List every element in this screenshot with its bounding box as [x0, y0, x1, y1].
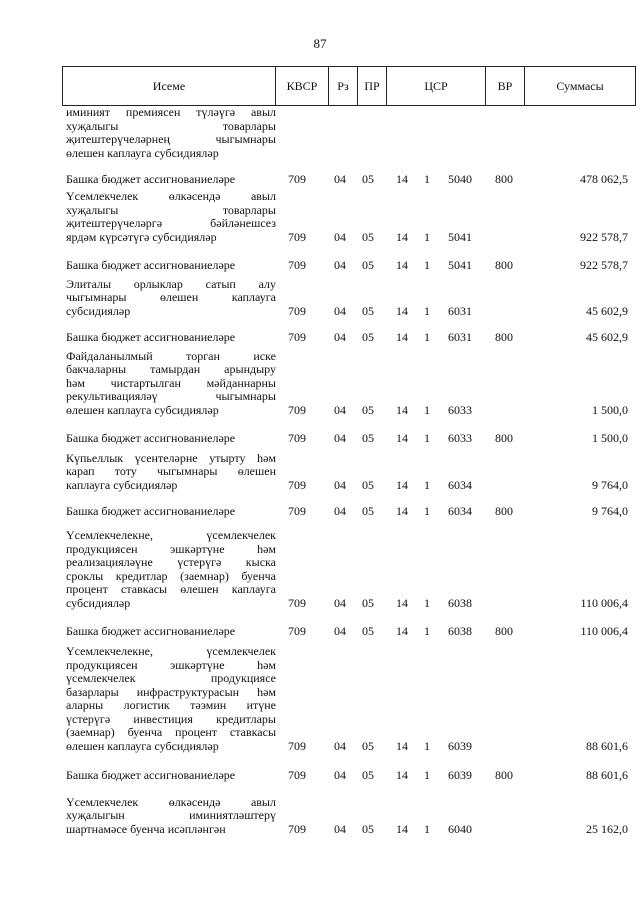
cell-pr: 05	[362, 230, 374, 244]
cell-rz: 04	[334, 258, 346, 272]
cell-kvsr: 709	[288, 403, 306, 417]
cell-pr: 05	[362, 258, 374, 272]
table-row	[0, 190, 640, 244]
cell-csr2: 1	[424, 230, 430, 244]
cell-sum: 45 602,9	[586, 304, 628, 318]
table-row	[0, 328, 640, 344]
cell-csr1: 14	[396, 304, 408, 318]
row-name-line: реализацияләүне үстерүгә кыска	[66, 555, 276, 569]
row-name-line: субсидияләр	[66, 303, 131, 318]
table-row	[0, 452, 640, 492]
cell-pr: 05	[362, 431, 374, 445]
cell-vr: 800	[495, 431, 513, 445]
cell-csr1: 14	[396, 330, 408, 344]
cell-rz: 04	[334, 403, 346, 417]
row-name	[66, 769, 276, 783]
cell-csr3: 5041	[448, 258, 472, 272]
col-vr-header: ВР	[486, 67, 525, 106]
row-name	[66, 278, 276, 319]
cell-sum: 9 764,0	[592, 478, 628, 492]
cell-csr3: 6031	[448, 330, 472, 344]
cell-csr1: 14	[396, 258, 408, 272]
cell-sum: 478 062,5	[580, 172, 628, 186]
col-rz-header: Рз	[329, 67, 358, 106]
row-name-line: Үсемлекчелекне, үсемлекчелек	[66, 528, 276, 542]
cell-csr3: 5041	[448, 230, 472, 244]
cell-rz: 04	[334, 230, 346, 244]
cell-csr1: 14	[396, 624, 408, 638]
row-name	[66, 529, 276, 610]
row-name-line: һәм чистартылган мәйданнарны	[66, 375, 276, 390]
cell-rz: 04	[334, 739, 346, 753]
cell-sum: 88 601,6	[586, 739, 628, 753]
table-row	[0, 429, 640, 445]
row-name	[66, 173, 276, 187]
table-row	[0, 622, 640, 638]
row-name-line: (заемнар) буенча процент ставкасы	[66, 725, 276, 739]
table-row	[0, 524, 640, 610]
cell-rz: 04	[334, 330, 346, 344]
row-name	[66, 259, 276, 273]
row-name-line: Күпьеллык үсентеләрне утырту һәм	[66, 450, 276, 465]
cell-kvsr: 709	[288, 822, 306, 836]
page-number: 87	[313, 36, 327, 51]
cell-kvsr: 709	[288, 768, 306, 782]
cell-sum: 922 578,7	[580, 258, 628, 272]
table-row	[0, 788, 640, 836]
cell-csr3: 6033	[448, 431, 472, 445]
table-row	[0, 502, 640, 518]
cell-csr1: 14	[396, 768, 408, 782]
cell-csr1: 14	[396, 172, 408, 186]
table-row	[0, 349, 640, 417]
cell-rz: 04	[334, 596, 346, 610]
cell-csr3: 6038	[448, 624, 472, 638]
cell-csr2: 1	[424, 768, 430, 782]
cell-rz: 04	[334, 478, 346, 492]
col-pr-header: ПР	[358, 67, 387, 106]
cell-csr2: 1	[424, 504, 430, 518]
cell-csr2: 1	[424, 403, 430, 417]
row-name-line: Үсемлекчелекне, үсемлекчелек	[66, 644, 276, 658]
cell-kvsr: 709	[288, 624, 306, 638]
row-name-line: хуҗалыгын иминиятләштерү	[66, 808, 276, 822]
cell-csr1: 14	[396, 478, 408, 492]
cell-sum: 9 764,0	[592, 504, 628, 518]
row-name-line: Элиталы орлыклар сатып алу	[66, 276, 276, 291]
cell-sum: 45 602,9	[586, 330, 628, 344]
cell-csr2: 1	[424, 822, 430, 836]
cell-kvsr: 709	[288, 258, 306, 272]
cell-vr: 800	[495, 330, 513, 344]
cell-sum: 88 601,6	[586, 768, 628, 782]
row-name-line: Башка бюджет ассигнованиеләре	[66, 171, 236, 186]
cell-sum: 1 500,0	[592, 403, 628, 417]
row-name	[66, 331, 276, 345]
row-name	[66, 452, 276, 493]
cell-sum: 922 578,7	[580, 230, 628, 244]
cell-rz: 04	[334, 172, 346, 186]
row-name-line: Файдаланылмый торган иске	[66, 348, 276, 363]
col-csr-header: ЦСР	[387, 67, 486, 106]
row-name-line: аларны логистик тәэмин итүне	[66, 698, 276, 712]
cell-csr2: 1	[424, 431, 430, 445]
cell-sum: 110 006,4	[580, 596, 628, 610]
cell-kvsr: 709	[288, 230, 306, 244]
cell-csr2: 1	[424, 304, 430, 318]
table-row	[0, 170, 640, 186]
table-row	[0, 645, 640, 753]
cell-csr3: 6039	[448, 768, 472, 782]
cell-kvsr: 709	[288, 596, 306, 610]
row-name-line: продукциясен эшкәртүне һәм	[66, 657, 276, 672]
cell-csr1: 14	[396, 403, 408, 417]
row-name-line: Башка бюджет ассигнованиеләре	[66, 257, 236, 272]
cell-csr3: 6038	[448, 596, 472, 610]
row-name-line: шартнамәсе буенча исәпләнгән	[66, 821, 226, 836]
row-name-line: бакчаларны тамырдан арындыру	[66, 362, 276, 376]
row-name	[66, 190, 276, 244]
cell-vr: 800	[495, 768, 513, 782]
row-name-line: чыгымнары өлешен каплауга	[66, 290, 276, 304]
row-name-line: карап тоту чыгымнары өлешен	[66, 464, 276, 478]
row-name-line: хуҗалыгы товарлары	[66, 118, 276, 133]
cell-vr: 800	[495, 504, 513, 518]
col-kvsr-header: КВСР	[276, 67, 329, 106]
row-name-line: иминият премиясен түләүгә авыл	[66, 105, 276, 119]
cell-vr: 800	[495, 172, 513, 186]
table-header	[62, 66, 636, 106]
row-name-line: ярдәм күрсәтүгә субсидияләр	[66, 229, 217, 244]
row-name-line: өлешен каплауга субсидияләр	[66, 145, 219, 160]
cell-csr2: 1	[424, 596, 430, 610]
cell-rz: 04	[334, 624, 346, 638]
row-name	[66, 625, 276, 639]
row-name-line: рекультивацияләү чыгымнары	[66, 389, 276, 403]
cell-csr3: 5040	[448, 172, 472, 186]
cell-rz: 04	[334, 822, 346, 836]
row-name-line: җитештерүчеләрнең чыгымнары	[66, 132, 276, 146]
cell-kvsr: 709	[288, 330, 306, 344]
row-name-line: базарлары инфраструктурасын һәм	[66, 684, 276, 699]
cell-sum: 25 162,0	[586, 822, 628, 836]
row-name-line: Башка бюджет ассигнованиеләре	[66, 503, 236, 518]
row-name-line: процент ставкасы өлешен каплауга	[66, 582, 276, 596]
row-name-line: үсемлекчелек продукциясе	[66, 671, 276, 685]
row-name	[66, 106, 276, 160]
row-name	[66, 350, 276, 418]
row-name	[66, 432, 276, 446]
row-name-line: Үсемлекчелек өлкәсендә авыл	[66, 189, 276, 203]
cell-csr3: 6039	[448, 739, 472, 753]
cell-csr1: 14	[396, 596, 408, 610]
cell-rz: 04	[334, 768, 346, 782]
cell-csr3: 6033	[448, 403, 472, 417]
row-name-line: үстерүгә инвестиция кредитлары	[66, 711, 276, 726]
cell-csr3: 6034	[448, 478, 472, 492]
cell-csr2: 1	[424, 172, 430, 186]
table-row	[0, 256, 640, 272]
cell-pr: 05	[362, 478, 374, 492]
cell-csr1: 14	[396, 739, 408, 753]
row-name-line: субсидияләр	[66, 595, 131, 610]
cell-csr2: 1	[424, 478, 430, 492]
cell-csr2: 1	[424, 739, 430, 753]
cell-rz: 04	[334, 431, 346, 445]
cell-pr: 05	[362, 304, 374, 318]
row-name-line: продукциясен эшкәртүне һәм	[66, 541, 276, 556]
table-row	[0, 766, 640, 782]
cell-rz: 04	[334, 504, 346, 518]
cell-pr: 05	[362, 172, 374, 186]
cell-csr1: 14	[396, 230, 408, 244]
row-name	[66, 505, 276, 519]
cell-pr: 05	[362, 768, 374, 782]
cell-kvsr: 709	[288, 739, 306, 753]
cell-csr3: 6034	[448, 504, 472, 518]
cell-pr: 05	[362, 403, 374, 417]
cell-pr: 05	[362, 330, 374, 344]
table-row	[0, 278, 640, 318]
table-row	[0, 106, 640, 160]
row-name-line: өлешен каплауга субсидияләр	[66, 738, 219, 753]
cell-csr2: 1	[424, 330, 430, 344]
cell-kvsr: 709	[288, 431, 306, 445]
row-name	[66, 645, 276, 753]
cell-rz: 04	[334, 304, 346, 318]
cell-vr: 800	[495, 258, 513, 272]
row-name-line: Башка бюджет ассигнованиеләре	[66, 329, 236, 344]
cell-csr2: 1	[424, 258, 430, 272]
cell-csr3: 6031	[448, 304, 472, 318]
cell-pr: 05	[362, 596, 374, 610]
row-name	[66, 796, 276, 837]
row-name-line: Башка бюджет ассигнованиеләре	[66, 623, 236, 638]
cell-csr1: 14	[396, 431, 408, 445]
cell-pr: 05	[362, 624, 374, 638]
col-name-header: Исеме	[63, 67, 276, 106]
row-name-line: өлешен каплауга субсидияләр	[66, 402, 219, 417]
cell-csr3: 6040	[448, 822, 472, 836]
cell-csr2: 1	[424, 624, 430, 638]
row-name-line: җитештерүчеләргә бәйләнешсез	[66, 216, 276, 230]
cell-kvsr: 709	[288, 478, 306, 492]
col-sum-header: Суммасы	[525, 67, 636, 106]
row-name-line: сроклы кредитлар (заемнар) буенча	[66, 568, 276, 583]
cell-kvsr: 709	[288, 172, 306, 186]
cell-csr1: 14	[396, 822, 408, 836]
cell-kvsr: 709	[288, 304, 306, 318]
row-name-line: каплауга субсидияләр	[66, 477, 178, 492]
row-name-line: Башка бюджет ассигнованиеләре	[66, 430, 236, 445]
row-name-line: Үсемлекчелек өлкәсендә авыл	[66, 794, 276, 809]
cell-kvsr: 709	[288, 504, 306, 518]
cell-vr: 800	[495, 624, 513, 638]
cell-sum: 1 500,0	[592, 431, 628, 445]
cell-pr: 05	[362, 504, 374, 518]
row-name-line: Башка бюджет ассигнованиеләре	[66, 767, 236, 782]
cell-csr1: 14	[396, 504, 408, 518]
cell-pr: 05	[362, 822, 374, 836]
cell-pr: 05	[362, 739, 374, 753]
cell-sum: 110 006,4	[580, 624, 628, 638]
row-name-line: хуҗалыгы товарлары	[66, 202, 276, 217]
